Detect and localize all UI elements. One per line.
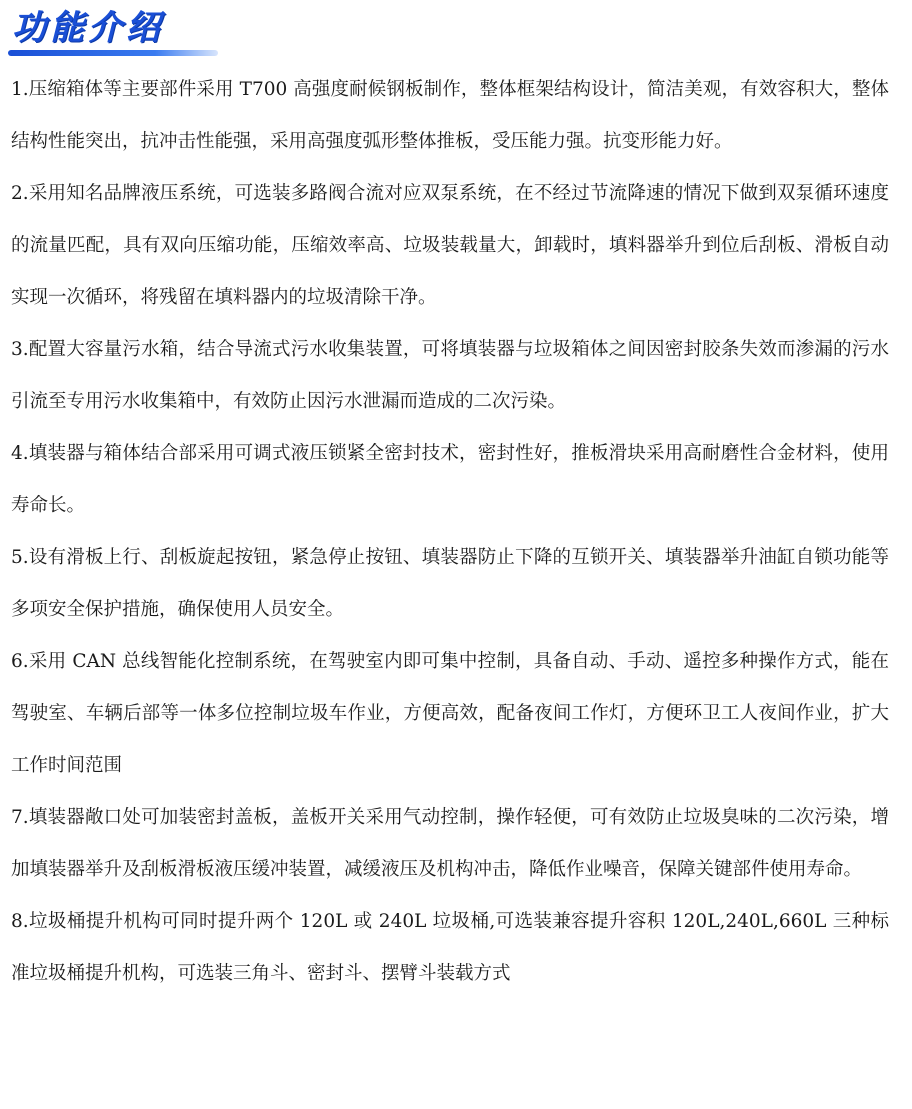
feature-item-2: 2.采用知名品牌液压系统，可选装多路阀合流对应双泵系统，在不经过节流降速的情况下做到双泵循环速度的流量匹配，具有双向压缩功能，压缩效率高、垃圾装载量大，卸载时，填料器举升到位后刮板、滑板自动实现一次循环，将残留在填料器内的垃圾清除干净。 xyxy=(11,183,889,308)
feature-item-7: 7.填装器敞口处可加装密封盖板，盖板开关采用气动控制，操作轻便，可有效防止垃圾臭味的二次污染，增加填装器举升及刮板滑板液压缓冲装置，减缓液压及机构冲击，降低作业噪音，保障关键部件使用寿命。 xyxy=(11,807,889,880)
feature-item-1: 1.压缩箱体等主要部件采用 T700 高强度耐候钢板制作，整体框架结构设计，简洁美观，有效容积大，整体结构性能突出，抗冲击性能强，采用高强度弧形整体推板，受压能力强。抗变形能力好。 xyxy=(11,79,889,152)
feature-item-4: 4.填装器与箱体结合部采用可调式液压锁紧全密封技术，密封性好，推板滑块采用高耐磨性合金材料，使用寿命长。 xyxy=(11,443,889,516)
title-underline-decoration xyxy=(8,50,218,56)
feature-item-3: 3.配置大容量污水箱，结合导流式污水收集装置，可将填装器与垃圾箱体之间因密封胶条失效而渗漏的污水引流至专用污水收集箱中，有效防止因污水泄漏而造成的二次污染。 xyxy=(11,339,889,412)
feature-list xyxy=(11,64,889,1000)
feature-item-8: 8.垃圾桶提升机构可同时提升两个 120L 或 240L 垃圾桶,可选装兼容提升容积 120L,240L,660L 三种标准垃圾桶提升机构，可选装三角斗、密封斗、摆臂斗装载方式 xyxy=(11,911,889,984)
feature-item-6: 6.采用 CAN 总线智能化控制系统，在驾驶室内即可集中控制，具备自动、手动、遥控多种操作方式，能在驾驶室、车辆后部等一体多位控制垃圾车作业，方便高效，配备夜间工作灯，方便环卫工人夜间作业，扩大工作时间范围 xyxy=(11,651,889,776)
section-header xyxy=(8,4,223,60)
section-title: 功能介绍 xyxy=(12,8,164,48)
feature-item-5: 5.设有滑板上行、刮板旋起按钮，紧急停止按钮、填装器防止下降的互锁开关、填装器举升油缸自锁功能等多项安全保护措施，确保使用人员安全。 xyxy=(11,547,889,620)
